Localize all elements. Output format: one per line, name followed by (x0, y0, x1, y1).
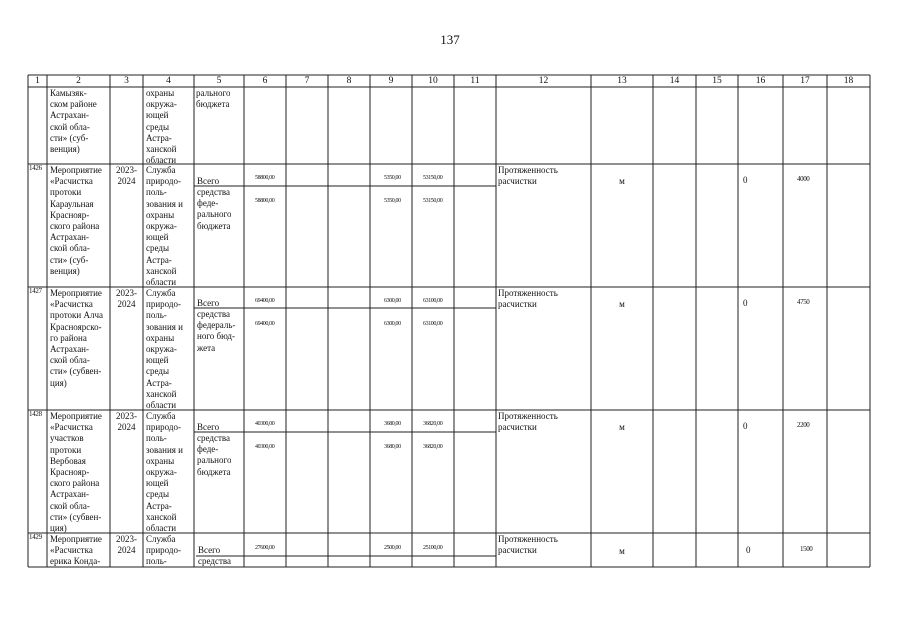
row-agency: Служба природо- поль- (146, 534, 181, 567)
row-col6-federal: 58800,00 (255, 198, 275, 204)
row-col16: 0 (743, 298, 748, 308)
header-col-16: 16 (755, 76, 766, 86)
row-col9-total: 5350,00 (384, 175, 401, 181)
row-name: Мероприятие «Расчистка протоки Алча Красноярско- го района Астрахан- ской обла- сти» (субвен- ция) (50, 288, 103, 388)
row-years: 2023- 2024 (116, 288, 137, 310)
row-source-federal: средства федераль- ного бюд- жета (197, 309, 236, 353)
row-col6-total: 69400,00 (255, 298, 275, 304)
row-source-total: Всего (198, 545, 221, 555)
header-col-8: 8 (346, 76, 352, 86)
header-col-15: 15 (712, 76, 722, 86)
header-col-17: 17 (800, 76, 810, 86)
row-years: 2023- 2024 (116, 165, 137, 187)
row-col10-federal: 53150,00 (423, 198, 443, 204)
row-col9-total: 6300,00 (384, 298, 401, 304)
row-indicator: Протяженность расчистки (498, 411, 558, 433)
row-col16: 0 (743, 175, 748, 185)
continuation-source: рального бюджета (196, 88, 231, 110)
header-col-9: 9 (388, 76, 394, 86)
row-col10-total: 63100,00 (423, 298, 443, 304)
row-col6-total: 27600,00 (255, 545, 275, 551)
header-col-18: 18 (843, 76, 854, 86)
header-col-6: 6 (262, 76, 268, 86)
continuation-agency: охраны окружа- ющей среды Астра- ханской области (146, 88, 177, 166)
header-col-11: 11 (470, 76, 480, 86)
row-source-federal: средства феде- рального бюджета (197, 187, 232, 231)
row-col16: 0 (746, 545, 751, 555)
row-indicator: Протяженность расчистки (498, 165, 558, 187)
page-number: 137 (440, 32, 460, 47)
row-col10-federal: 63100,00 (423, 321, 443, 327)
row-col10-total: 25100,00 (423, 545, 443, 551)
row-number: 1429 (29, 533, 42, 541)
continuation-name: Камызяк- ском районе Астрахан- ской обла- сти» (суб- венция) (50, 88, 97, 155)
row-source-total: Всего (197, 422, 220, 432)
row-col6-federal: 40300,00 (255, 444, 275, 450)
row-col10-total: 36820,00 (423, 421, 443, 427)
header-col-10: 10 (428, 76, 438, 86)
row-unit: м (619, 176, 625, 186)
row-col10-federal: 36820,00 (423, 444, 443, 450)
header-col-14: 14 (669, 76, 680, 86)
row-unit: м (619, 546, 625, 556)
row-col9-total: 2500,00 (384, 545, 401, 551)
row-source-total: Всего (197, 298, 220, 308)
row-col9-federal: 6300,00 (384, 321, 401, 327)
row-name: Мероприятие «Расчистка участков протоки Вербовая Краснояр- ского района Астрахан- ской обла- сти» (субвен- ция) (50, 411, 102, 534)
row-source-federal: средства феде- рального бюджета (197, 433, 232, 477)
row-col10-total: 53150,00 (423, 175, 443, 181)
row-col17: 4000 (797, 175, 810, 183)
row-number: 1426 (29, 164, 42, 172)
row-col9-federal: 5350,00 (384, 198, 401, 204)
row-agency: Служба природо- поль- зования и охраны окружа- ющей среды Астра- ханской области (146, 288, 183, 411)
header-col-2: 2 (76, 76, 81, 86)
header-col-5: 5 (216, 76, 222, 86)
row-name: Мероприятие «Расчистка ерика Конда- (50, 534, 102, 567)
header-col-12: 12 (538, 76, 549, 86)
row-years: 2023- 2024 (116, 534, 137, 556)
header-col-13: 13 (617, 76, 627, 86)
row-agency: Служба природо- поль- зования и охраны окружа- ющей среды Астра- ханской области (146, 411, 183, 534)
row-source-federal: средства (198, 556, 232, 566)
row-col9-federal: 3680,00 (384, 444, 401, 450)
header-col-7: 7 (304, 76, 310, 86)
row-indicator: Протяженность расчистки (498, 534, 558, 556)
row-col17: 1500 (800, 545, 813, 553)
row-col6-federal: 69400,00 (255, 321, 275, 327)
row-indicator: Протяженность расчистки (498, 288, 558, 310)
row-number: 1428 (29, 410, 42, 418)
row-col17: 4750 (797, 298, 810, 306)
row-col9-total: 3680,00 (384, 421, 401, 427)
header-col-1: 1 (35, 76, 40, 86)
row-unit: м (619, 299, 625, 309)
header-col-3: 3 (124, 76, 129, 86)
row-col16: 0 (743, 421, 748, 431)
row-col6-total: 40300,00 (255, 421, 275, 427)
row-years: 2023- 2024 (116, 411, 137, 433)
row-source-total: Всего (197, 176, 220, 186)
row-col6-total: 58800,00 (255, 175, 275, 181)
row-col17: 2200 (797, 421, 810, 429)
row-name: Мероприятие «Расчистка протоки Караульная Краснояр- ского района Астрахан- ской обла- сти» (суб- венция) (50, 165, 102, 276)
row-number: 1427 (29, 287, 42, 295)
header-col-4: 4 (166, 76, 171, 86)
row-unit: м (619, 422, 625, 432)
row-agency: Служба природо- поль- зования и охраны окружа- ющей среды Астра- ханской области (146, 165, 183, 288)
